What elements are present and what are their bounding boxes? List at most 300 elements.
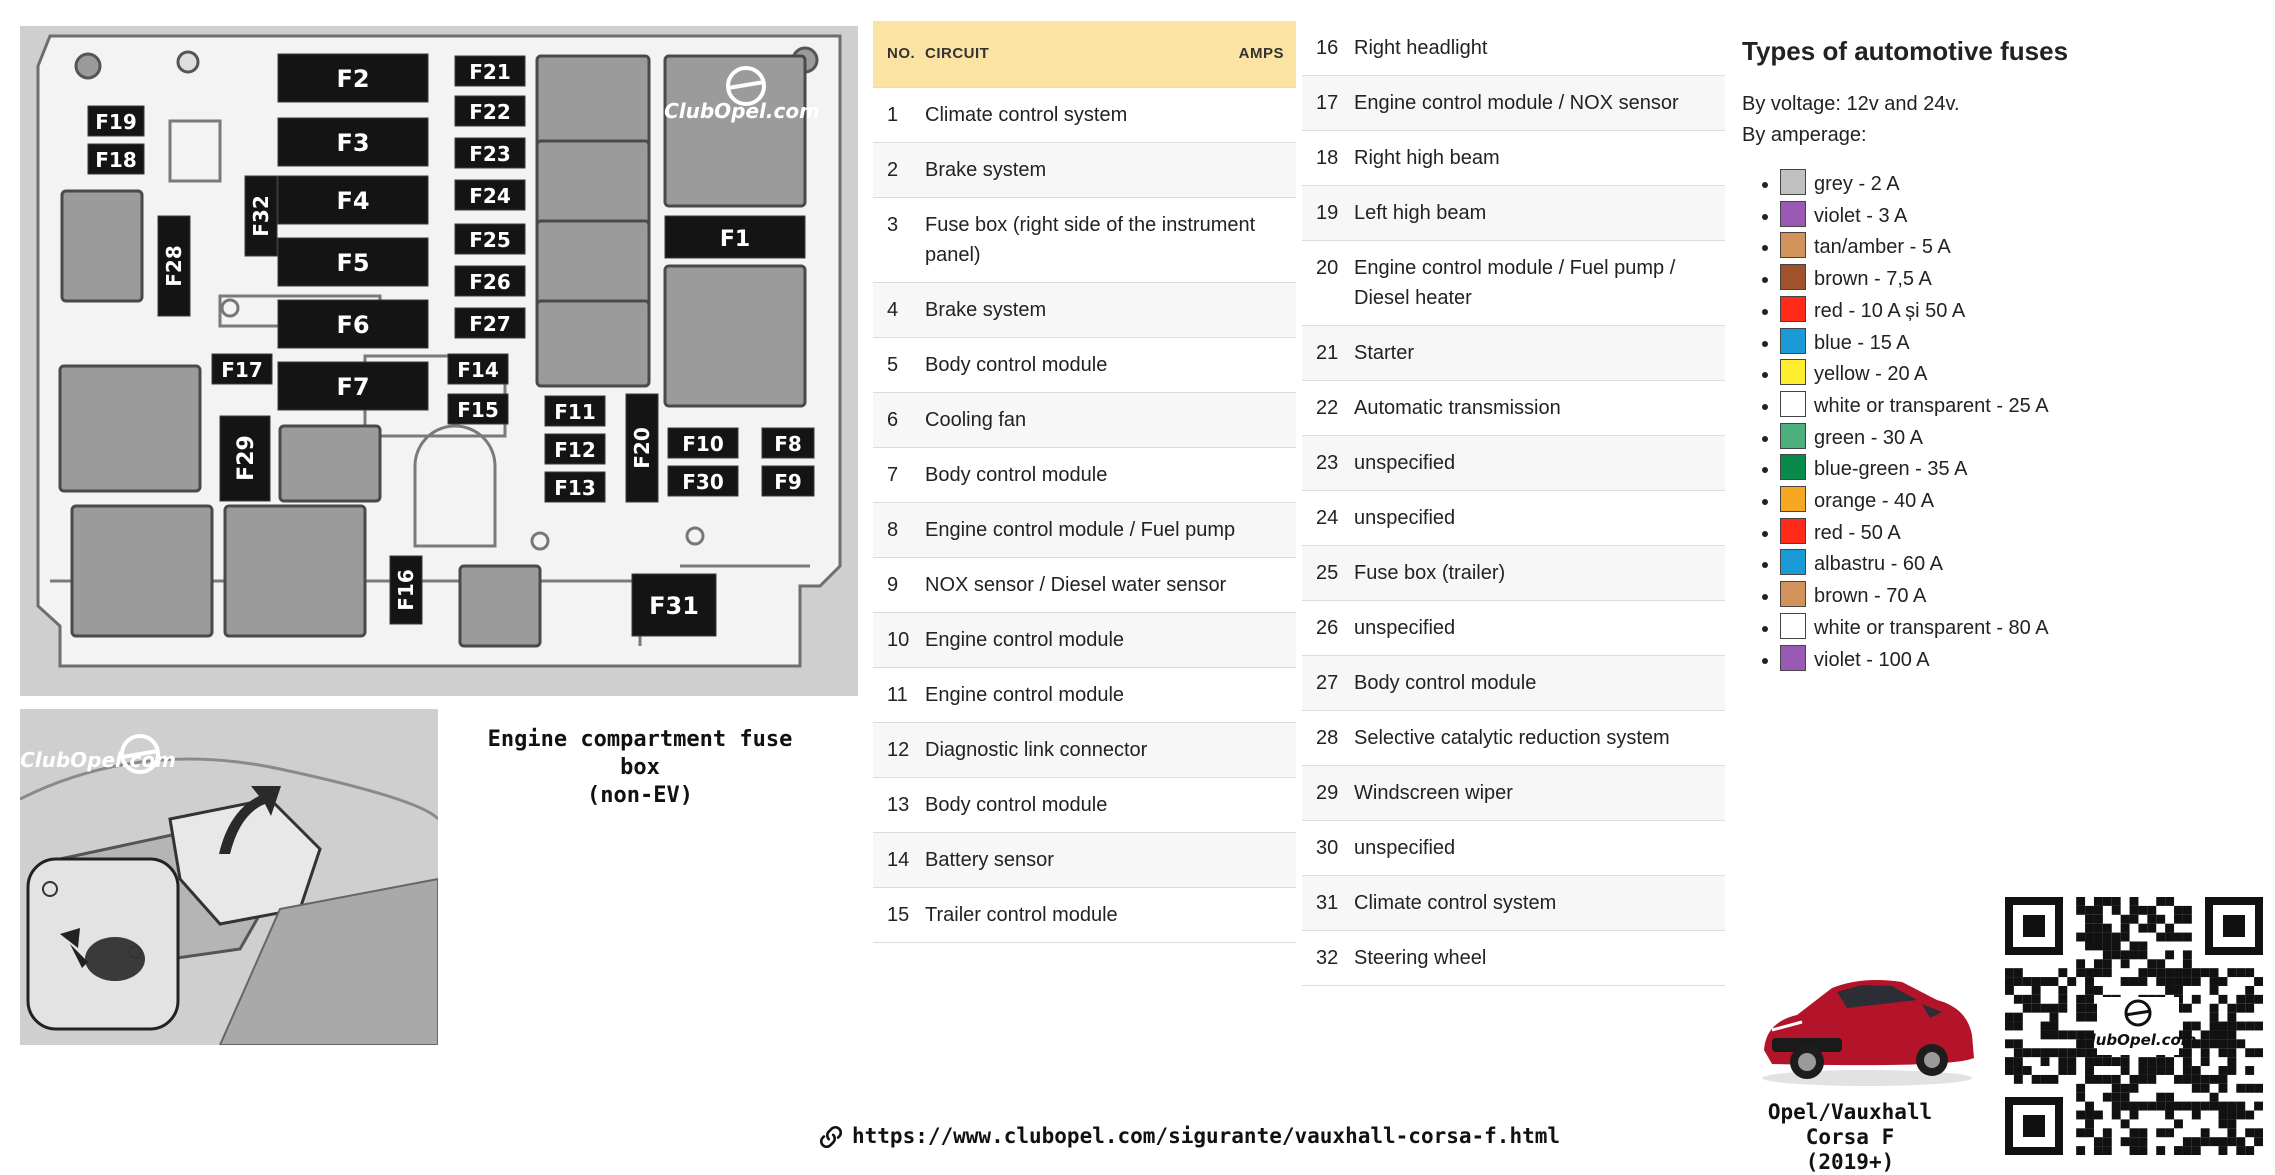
- qr-module: [2147, 1066, 2156, 1075]
- qr-module: [2156, 1102, 2165, 1111]
- qr-module: [2156, 1066, 2165, 1075]
- qr-module: [2103, 959, 2112, 968]
- qr-module: [2023, 995, 2032, 1004]
- qr-module: [2076, 968, 2085, 977]
- fuse-label: F18: [95, 148, 137, 172]
- qr-module: [2023, 1066, 2032, 1075]
- source-link[interactable]: https://www.clubopel.com/sigurante/vauxhall-corsa-f.html: [852, 1124, 1561, 1148]
- qr-module: [2227, 968, 2236, 977]
- header-amps: AMPS: [1134, 21, 1296, 88]
- qr-module: [2165, 933, 2174, 942]
- qr-module: [2183, 906, 2192, 915]
- fuse-label: F1: [719, 227, 751, 252]
- qr-module: [2201, 1102, 2210, 1111]
- fuse-label: F13: [554, 476, 596, 500]
- qr-module: [2130, 897, 2139, 906]
- qr-module: [2067, 1048, 2076, 1057]
- qr-module: [2103, 950, 2112, 959]
- row-circuit: Body control module: [925, 338, 1296, 393]
- row-no: 18: [1302, 131, 1354, 186]
- engine-bay-drawing: [20, 709, 438, 1045]
- table-row: [873, 888, 1296, 943]
- table-row: [873, 558, 1296, 613]
- table-row: [873, 393, 1296, 448]
- qr-module: [2227, 1004, 2236, 1013]
- qr-module: [2138, 977, 2147, 986]
- qr-module: [2023, 1048, 2032, 1057]
- fuse-label: F9: [774, 470, 802, 494]
- qr-module: [2049, 1004, 2058, 1013]
- row-circuit: Brake system: [925, 283, 1296, 338]
- qr-module: [2227, 1111, 2236, 1120]
- table-row: [1302, 876, 1725, 931]
- qr-module: [2130, 915, 2139, 924]
- row-circuit: Selective catalytic reduction system: [1354, 711, 1725, 766]
- qr-module: [2076, 1004, 2085, 1013]
- fuse-color-legend: [1742, 36, 2242, 676]
- watermark-text: ClubOpel.com: [2079, 1031, 2197, 1049]
- qr-module: [2227, 1102, 2236, 1111]
- table-row: [1302, 241, 1725, 326]
- qr-module: [2032, 1075, 2041, 1084]
- qr-module: [2183, 933, 2192, 942]
- qr-module: [2236, 1111, 2245, 1120]
- qr-module: [2067, 1030, 2076, 1039]
- qr-module: [2103, 924, 2112, 933]
- caption-line: (2019+): [1805, 1150, 1895, 1174]
- qr-module: [2014, 1075, 2023, 1084]
- qr-module: [2121, 977, 2130, 986]
- qr-module: [2138, 1137, 2147, 1146]
- qr-module: [2103, 1057, 2112, 1066]
- qr-module: [2138, 1066, 2147, 1075]
- qr-module: [2094, 897, 2103, 906]
- qr-module: [2130, 1146, 2139, 1155]
- qr-module: [2085, 977, 2094, 986]
- qr-module: [2085, 1057, 2094, 1066]
- qr-module: [2201, 1039, 2210, 1048]
- qr-module: [2094, 915, 2103, 924]
- qr-module: [2049, 1013, 2058, 1022]
- qr-module: [2245, 1004, 2254, 1013]
- legend-item: [1780, 549, 2242, 581]
- color-swatch: [1780, 454, 1806, 480]
- qr-module: [2094, 1137, 2103, 1146]
- fuse-label: F25: [469, 228, 511, 252]
- qr-module: [2165, 1066, 2174, 1075]
- qr-module: [2254, 1128, 2263, 1137]
- qr-module: [2201, 968, 2210, 977]
- legend-item: [1780, 264, 2242, 296]
- table-row: [1302, 601, 1725, 656]
- qr-module: [2085, 1128, 2094, 1137]
- qr-module: [2138, 941, 2147, 950]
- qr-module: [2192, 1084, 2201, 1093]
- qr-module: [2165, 1093, 2174, 1102]
- watermark-text: ClubOpel.com: [20, 748, 176, 772]
- row-no: 20: [1302, 241, 1354, 326]
- qr-module: [2014, 968, 2023, 977]
- table-row: [873, 143, 1296, 198]
- qr-module: [2201, 1137, 2210, 1146]
- fuse-label: F19: [95, 110, 137, 134]
- qr-module: [2058, 1030, 2067, 1039]
- qr-module: [2085, 941, 2094, 950]
- qr-module: [2165, 1057, 2174, 1066]
- qr-module: [2112, 1084, 2121, 1093]
- legend-label: red - 50 A: [1814, 521, 1901, 544]
- qr-module: [2254, 1084, 2263, 1093]
- qr-module: [2014, 977, 2023, 986]
- row-circuit: Body control module: [925, 448, 1296, 503]
- legend-label: red - 10 A și 50 A: [1814, 299, 1966, 322]
- qr-module: [2130, 906, 2139, 915]
- qr-module: [2254, 1022, 2263, 1031]
- qr-module: [2219, 977, 2228, 986]
- row-no: 30: [1302, 821, 1354, 876]
- legend-label: blue-green - 35 A: [1814, 458, 1968, 481]
- row-circuit: Left high beam: [1354, 186, 1725, 241]
- qr-module: [2174, 933, 2183, 942]
- qr-module: [2219, 1084, 2228, 1093]
- legend-item: [1780, 645, 2242, 677]
- qr-module: [2236, 1146, 2245, 1155]
- qr-module: [2210, 1137, 2219, 1146]
- qr-module: [2058, 986, 2067, 995]
- fuse-label: F24: [469, 184, 511, 208]
- qr-module: [2112, 1102, 2121, 1111]
- qr-module: [2138, 968, 2147, 977]
- row-circuit: Automatic transmission: [1354, 381, 1725, 436]
- qr-module: [2058, 1048, 2067, 1057]
- row-circuit: unspecified: [1354, 436, 1725, 491]
- qr-module: [2130, 1128, 2139, 1137]
- qr-module: [2121, 1137, 2130, 1146]
- color-swatch: [1780, 169, 1806, 195]
- legend-label: white or transparent - 80 A: [1814, 616, 2049, 639]
- qr-module: [2005, 1022, 2014, 1031]
- qr-module: [2112, 941, 2121, 950]
- qr-module: [2023, 1004, 2032, 1013]
- qr-module: [2174, 986, 2183, 995]
- qr-module: [2103, 897, 2112, 906]
- fuse-table-left: [873, 21, 1296, 943]
- qr-module: [2067, 1066, 2076, 1075]
- fuse-label: F2: [336, 65, 370, 93]
- qr-module: [2112, 1111, 2121, 1120]
- row-no: 19: [1302, 186, 1354, 241]
- row-no: 26: [1302, 601, 1354, 656]
- qr-module: [2183, 959, 2192, 968]
- qr-module: [2005, 968, 2014, 977]
- qr-module: [2076, 1084, 2085, 1093]
- qr-module: [2085, 1013, 2094, 1022]
- qr-module: [2165, 924, 2174, 933]
- qr-module: [2103, 1137, 2112, 1146]
- row-no: 8: [873, 503, 925, 558]
- qr-module: [2041, 977, 2050, 986]
- qr-module: [2165, 1102, 2174, 1111]
- qr-module: [2174, 915, 2183, 924]
- table-row: [873, 88, 1296, 143]
- row-circuit: Climate control system: [925, 88, 1296, 143]
- qr-module: [2130, 1102, 2139, 1111]
- fuse-label: F31: [649, 592, 699, 620]
- qr-module: [2130, 950, 2139, 959]
- color-swatch: [1780, 328, 1806, 354]
- qr-module: [2165, 950, 2174, 959]
- table-row: [873, 338, 1296, 393]
- color-swatch: [1780, 201, 1806, 227]
- fuse-label: F14: [457, 358, 499, 382]
- fuse-label: F32: [249, 195, 273, 237]
- qr-module: [2245, 1128, 2254, 1137]
- qr-module: [2236, 1004, 2245, 1013]
- qr-module: [2201, 1075, 2210, 1084]
- table-row: [873, 668, 1296, 723]
- row-no: 17: [1302, 76, 1354, 131]
- qr-module: [2058, 1057, 2067, 1066]
- header-no: NO.: [873, 21, 925, 88]
- qr-module: [2014, 1013, 2023, 1022]
- color-swatch: [1780, 391, 1806, 417]
- row-circuit: Fuse box (trailer): [1354, 546, 1725, 601]
- qr-module: [2121, 1066, 2130, 1075]
- row-no: 13: [873, 778, 925, 833]
- qr-module: [2192, 1022, 2201, 1031]
- qr-module: [2130, 1075, 2139, 1084]
- legend-item: [1780, 581, 2242, 613]
- qr-module: [2192, 1137, 2201, 1146]
- qr-module: [2121, 1119, 2130, 1128]
- qr-module: [2085, 924, 2094, 933]
- qr-module: [2085, 915, 2094, 924]
- fuse-label: F10: [682, 432, 724, 456]
- row-circuit: Engine control module / Fuel pump: [925, 503, 1296, 558]
- qr-module: [2049, 1075, 2058, 1084]
- qr-module: [2067, 1057, 2076, 1066]
- row-no: 27: [1302, 656, 1354, 711]
- qr-module: [2076, 1048, 2085, 1057]
- car-caption: [1730, 1100, 1970, 1175]
- qr-module: [2112, 1093, 2121, 1102]
- row-no: 5: [873, 338, 925, 393]
- qr-module: [2174, 906, 2183, 915]
- fuse-box-diagram: [20, 26, 858, 696]
- qr-module: [2103, 1075, 2112, 1084]
- qr-module: [2227, 1030, 2236, 1039]
- qr-module: [2147, 1075, 2156, 1084]
- qr-module: [2245, 1146, 2254, 1155]
- fuse-label: F26: [469, 270, 511, 294]
- qr-module: [2165, 977, 2174, 986]
- row-circuit: Body control module: [925, 778, 1296, 833]
- qr-module: [2085, 995, 2094, 1004]
- table-header-row: [873, 21, 1296, 88]
- caption-line: Engine compartment fuse box: [487, 727, 793, 780]
- qr-module: [2094, 986, 2103, 995]
- qr-module: [2121, 915, 2130, 924]
- qr-module: [2112, 1075, 2121, 1084]
- qr-module: [2254, 977, 2263, 986]
- row-no: 10: [873, 613, 925, 668]
- qr-module: [2227, 1066, 2236, 1075]
- qr-module: [2254, 1048, 2263, 1057]
- fuse-label: F5: [336, 249, 370, 277]
- qr-module: [2219, 1066, 2228, 1075]
- row-no: 24: [1302, 491, 1354, 546]
- qr-module: [2183, 1048, 2192, 1057]
- qr-module: [2236, 1137, 2245, 1146]
- qr-module: [2041, 1022, 2050, 1031]
- qr-module: [2147, 968, 2156, 977]
- fuse-label: F23: [469, 142, 511, 166]
- qr-module: [2236, 968, 2245, 977]
- qr-module: [2192, 1075, 2201, 1084]
- legend-label: blue - 15 A: [1814, 331, 1910, 354]
- qr-module: [2138, 950, 2147, 959]
- qr-module: [2156, 915, 2165, 924]
- qr-module: [2227, 1057, 2236, 1066]
- qr-module: [2245, 1048, 2254, 1057]
- qr-module: [2192, 968, 2201, 977]
- qr-module: [2165, 986, 2174, 995]
- qr-module: [2156, 959, 2165, 968]
- qr-module: [2245, 968, 2254, 977]
- qr-module: [2121, 924, 2130, 933]
- qr-module: [2094, 1075, 2103, 1084]
- qr-module: [2085, 1102, 2094, 1111]
- qr-module: [2210, 977, 2219, 986]
- table-row: [1302, 766, 1725, 821]
- legend-list: [1742, 169, 2242, 676]
- qr-module: [2245, 1084, 2254, 1093]
- row-no: 25: [1302, 546, 1354, 601]
- car-drawing: [1752, 960, 1982, 1090]
- qr-module: [2227, 1119, 2236, 1128]
- qr-module: [2219, 1102, 2228, 1111]
- legend-item: [1780, 169, 2242, 201]
- qr-module: [2121, 933, 2130, 942]
- qr-module: [2032, 986, 2041, 995]
- qr-module: [2165, 1111, 2174, 1120]
- table-row: [873, 448, 1296, 503]
- qr-module: [2245, 1066, 2254, 1075]
- qr-module: [2227, 1013, 2236, 1022]
- legend-label: violet - 100 A: [1814, 648, 1930, 671]
- qr-module: [2103, 1128, 2112, 1137]
- qr-module: [2201, 1030, 2210, 1039]
- qr-module: [2183, 977, 2192, 986]
- qr-module: [2210, 1039, 2219, 1048]
- row-no: 14: [873, 833, 925, 888]
- qr-module: [2236, 1039, 2245, 1048]
- row-circuit: Steering wheel: [1354, 931, 1725, 986]
- row-circuit: Engine control module / NOX sensor: [1354, 76, 1725, 131]
- row-no: 28: [1302, 711, 1354, 766]
- legend-label: brown - 7,5 A: [1814, 268, 1932, 291]
- qr-module: [2112, 950, 2121, 959]
- qr-module: [2112, 897, 2121, 906]
- row-circuit: Battery sensor: [925, 833, 1296, 888]
- legend-label: green - 30 A: [1814, 426, 1923, 449]
- qr-module: [2254, 995, 2263, 1004]
- qr-module: [2192, 1102, 2201, 1111]
- qr-module: [2147, 915, 2156, 924]
- qr-module: [2085, 1004, 2094, 1013]
- qr-module: [2130, 1111, 2139, 1120]
- fuse-label: F8: [774, 432, 802, 456]
- table-row: [1302, 76, 1725, 131]
- qr-module: [2085, 1075, 2094, 1084]
- qr-module: [2121, 1084, 2130, 1093]
- qr-module: [2219, 1075, 2228, 1084]
- qr-module: [2085, 1048, 2094, 1057]
- table-row: [873, 198, 1296, 283]
- caption-line: (non-EV): [587, 783, 693, 808]
- qr-module: [2005, 1039, 2014, 1048]
- fuse-label: F30: [682, 470, 724, 494]
- fuse-label: F16: [394, 569, 418, 611]
- qr-module: [2227, 1048, 2236, 1057]
- qr-module: [2236, 1022, 2245, 1031]
- legend-item: [1780, 423, 2242, 455]
- engine-bay-illustration: [20, 709, 438, 1045]
- row-circuit: Engine control module / Fuel pump / Diesel heater: [1354, 241, 1725, 326]
- qr-module: [2076, 933, 2085, 942]
- table-row: [873, 833, 1296, 888]
- legend-label: orange - 40 A: [1814, 490, 1935, 513]
- qr-module: [2219, 1119, 2228, 1128]
- legend-label: tan/amber - 5 A: [1814, 236, 1951, 259]
- fuse-label: F21: [469, 60, 511, 84]
- row-no: 3: [873, 198, 925, 283]
- qr-module: [2219, 995, 2228, 1004]
- qr-module: [2138, 1146, 2147, 1155]
- color-swatch: [1780, 359, 1806, 385]
- table-row: [1302, 821, 1725, 876]
- qr-module: [2192, 1066, 2201, 1075]
- qr-module: [2210, 1075, 2219, 1084]
- table-row: [873, 283, 1296, 338]
- qr-module: [2103, 1093, 2112, 1102]
- qr-module: [2174, 977, 2183, 986]
- qr-module: [2067, 977, 2076, 986]
- legend-item: [1780, 391, 2242, 423]
- qr-module: [2121, 1102, 2130, 1111]
- color-swatch: [1780, 645, 1806, 671]
- qr-module: [2156, 933, 2165, 942]
- qr-code[interactable]: [2005, 897, 2263, 1155]
- row-circuit: NOX sensor / Diesel water sensor: [925, 558, 1296, 613]
- qr-module: [2085, 986, 2094, 995]
- qr-module: [2138, 906, 2147, 915]
- qr-module: [2014, 1039, 2023, 1048]
- table-row: [1302, 711, 1725, 766]
- row-no: 21: [1302, 326, 1354, 381]
- qr-module: [2103, 968, 2112, 977]
- qr-module: [2210, 1102, 2219, 1111]
- color-swatch: [1780, 264, 1806, 290]
- qr-module: [2138, 924, 2147, 933]
- qr-module: [2005, 1057, 2014, 1066]
- fuse-label: F6: [336, 311, 370, 339]
- qr-module: [2219, 1048, 2228, 1057]
- row-circuit: Right headlight: [1354, 21, 1725, 76]
- fuse-label: F17: [221, 358, 263, 382]
- qr-module: [2005, 1013, 2014, 1022]
- row-no: 11: [873, 668, 925, 723]
